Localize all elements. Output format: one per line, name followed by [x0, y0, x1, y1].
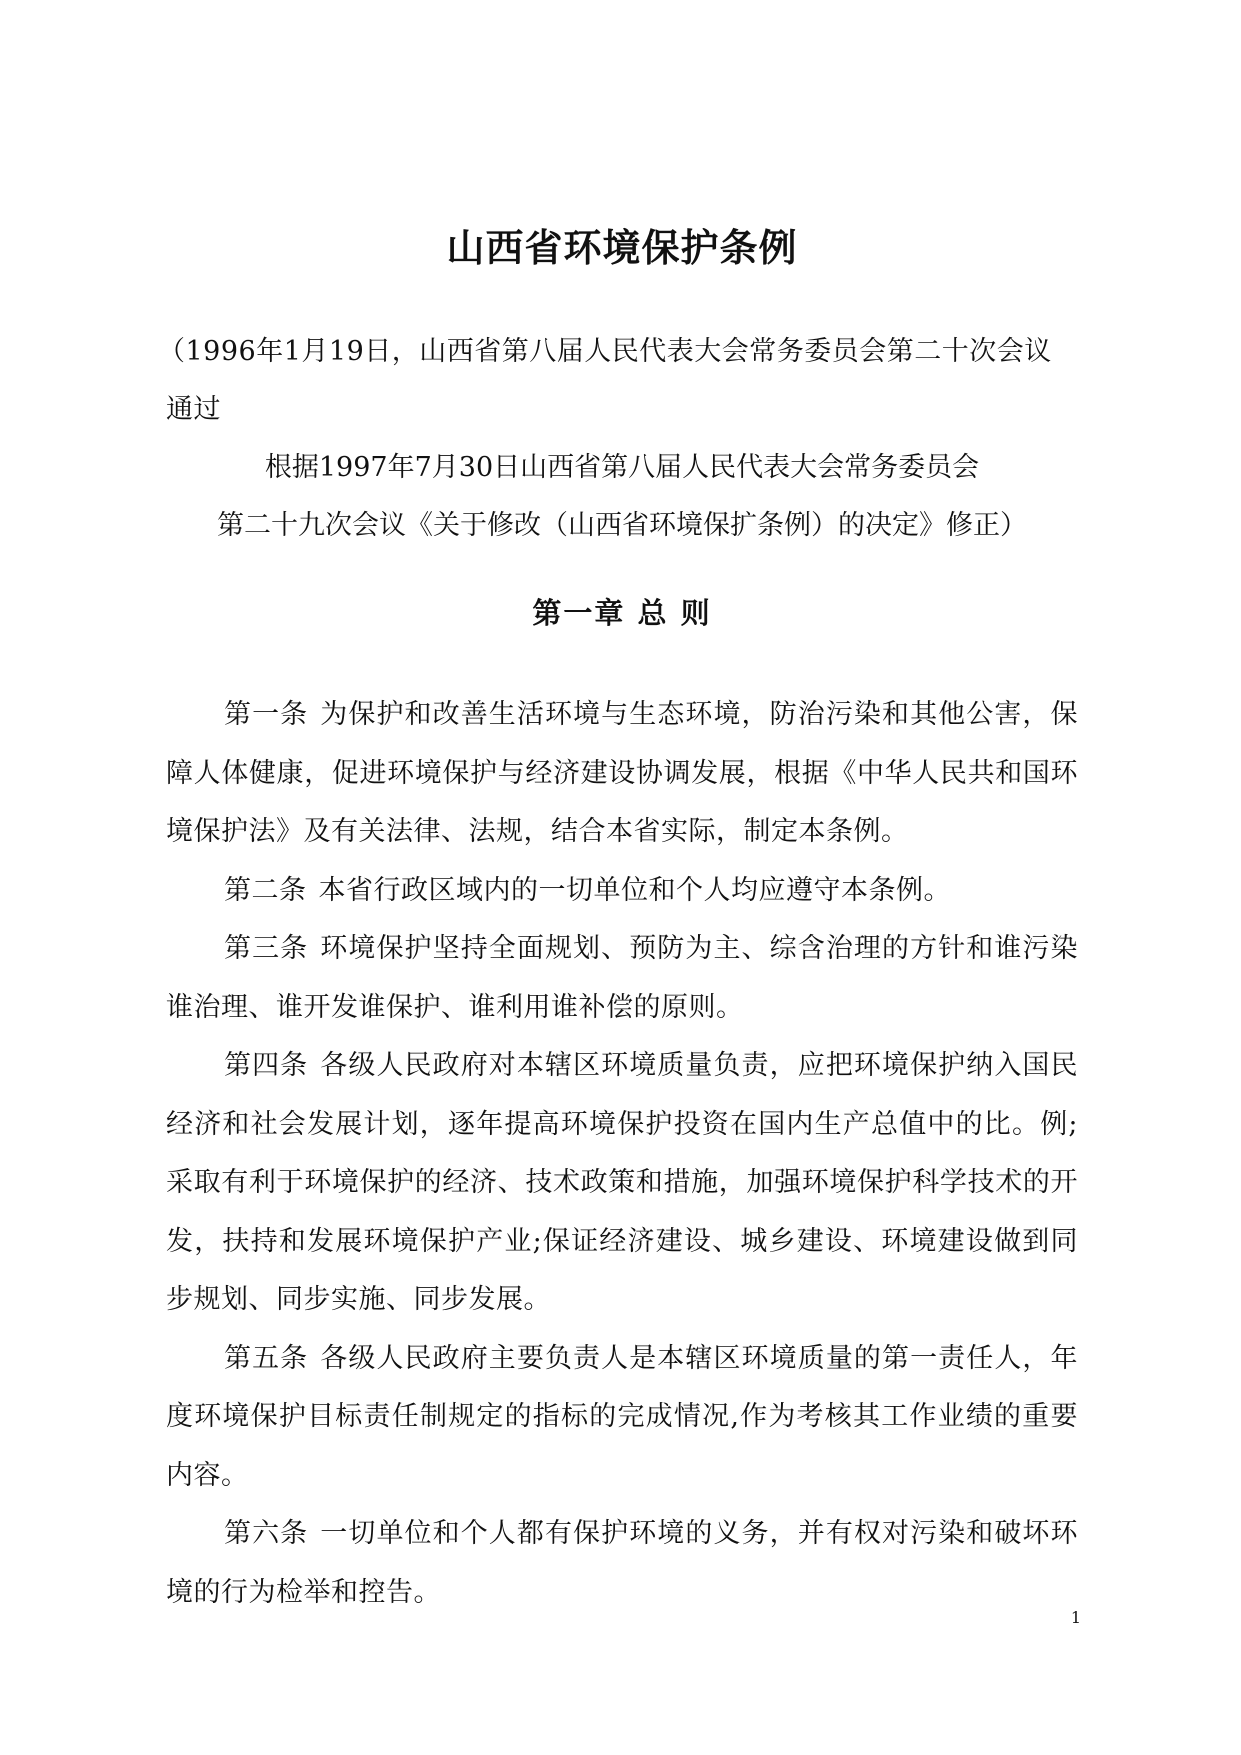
- article-text: 本省行政区域内的一切单位和个人均应遵守本条例。: [318, 874, 951, 906]
- article-6: [166, 1505, 1078, 1622]
- chapter-heading: 第一章 总 则: [532, 596, 712, 630]
- enactment-text: （1996年1月19日，山西省第八届人民代表大会常务委员会第二十次会议通过: [158, 336, 1052, 425]
- article-3: [166, 920, 1078, 1037]
- article-2: [166, 862, 1078, 921]
- page-number: 1: [1070, 1608, 1081, 1627]
- article-text: 各级人民政府对本辖区环境质量负责，应把环境保护纳入国民经济和社会发展计划，逐年提高环境保护投资在国内生产总值中的比。例;采取有利于环境保护的经济、技术政策和措施，加强环境保护科学技术的开发，扶持和发展环境保护产业;保证经济建设、城乡建设、环境建设做到同步规划、同步实施、同步发展。: [166, 1050, 1079, 1315]
- article-number: 第三条: [224, 933, 309, 964]
- article-text: 为保护和改善生活环境与生态环境，防治污染和其他公害，保障人体健康，促进环境保护与经济建设协调发展，根据《中华人民共和国环境保护法》及有关法律、法规，结合本省实际，制定本条例。: [166, 699, 1079, 847]
- article-4: [166, 1037, 1078, 1330]
- article-number: 第一条: [224, 699, 309, 730]
- article-number: 第六条: [224, 1518, 309, 1549]
- enactment-note: [158, 323, 1078, 555]
- article-1: [166, 686, 1078, 862]
- article-number: 第五条: [224, 1342, 309, 1374]
- article-text: 环境保护坚持全面规划、预防为主、综含治理的方针和谁污染谁治理、谁开发谁保护、谁利用谁补偿的原则。: [166, 933, 1079, 1023]
- article-5: [166, 1330, 1078, 1506]
- document-title: 山西省环境保护条例: [446, 225, 798, 270]
- article-text: 一切单位和个人都有保护环境的义务，并有权对污染和破坏环境的行为检举和控告。: [166, 1518, 1079, 1608]
- article-number: 第二条: [224, 874, 307, 906]
- article-list: [166, 686, 1078, 1622]
- article-text: 各级人民政府主要负责人是本辖区环境质量的第一责任人，年度环境保护目标责任制规定的指标的完成情况,作为考核其工作业绩的重要内容。: [166, 1342, 1079, 1491]
- amendment-text-line-1: 根据1997年7月30日山西省第八届人民代表大会常务委员会: [264, 452, 980, 483]
- amendment-text-line-2: 第二十九次会议《关于修改（山西省环境保扩条例）的决定》修正）: [217, 510, 1027, 541]
- article-number: 第四条: [224, 1050, 309, 1081]
